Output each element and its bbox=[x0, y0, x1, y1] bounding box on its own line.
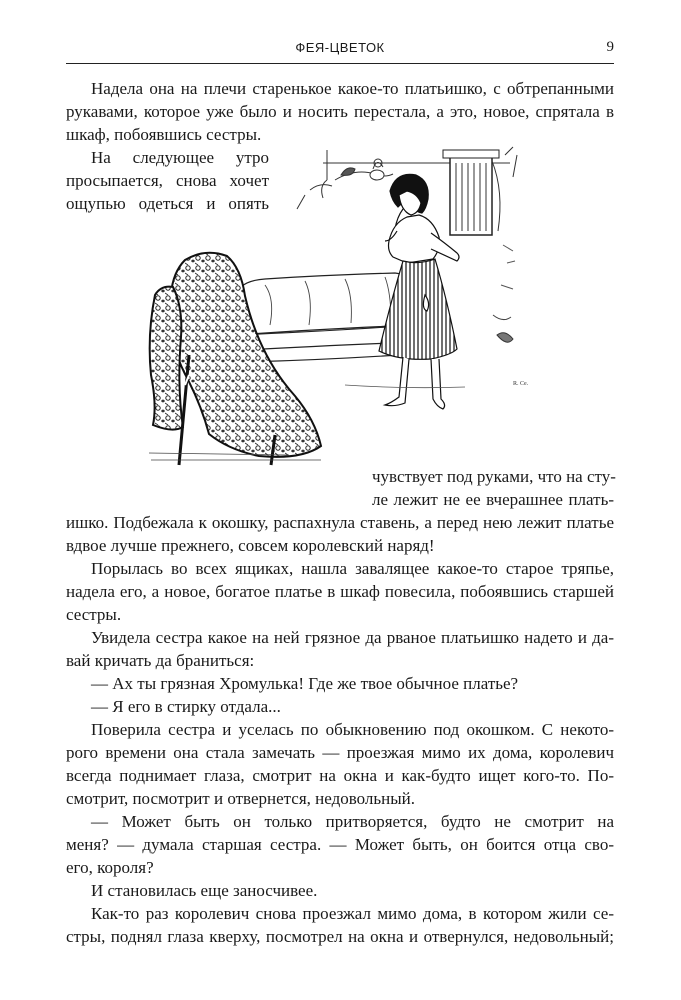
text-line: вдвое лучше прежнего, совсем королевский наряд! bbox=[66, 536, 435, 555]
text-line: Поверила сестра и уселась по обыкновению под окошком. С некото- bbox=[91, 720, 614, 739]
text-line: Увидела сестра какое на ней грязное да рваное платьишко надето и да- bbox=[91, 628, 614, 647]
text-line: Надела она на плечи старенькое какое-то платьишко, с обтрепанными bbox=[91, 79, 614, 98]
text-line: — Я его в стирку отдала... bbox=[91, 697, 281, 716]
running-header bbox=[66, 38, 614, 60]
text-line: шкаф, побоявшись сестры. bbox=[66, 125, 262, 144]
text-line: ишко. Подбежала к окошку, распахнула ставень, а перед нею лежит платье bbox=[66, 513, 614, 532]
text-line: стры, поднял глаза кверху, посмотрел на окна и отвернулся, недовольный; bbox=[66, 927, 614, 946]
illustration bbox=[145, 135, 540, 475]
text-line: просыпается, снова хочет bbox=[66, 171, 269, 190]
artist-signature: R. Ce. bbox=[513, 381, 529, 387]
text-line: надела его, а новое, богатое платье в шкаф повесила, побоявшись старшей bbox=[66, 582, 614, 601]
text-line: сестры. bbox=[66, 605, 122, 624]
text-line: чувствует под руками, что на сту- bbox=[372, 467, 616, 486]
header-rule bbox=[66, 63, 614, 64]
text-line: Порылась во всех ящиках, нашла завалящее какое-то старое тряпье, bbox=[91, 559, 614, 578]
text-line: На следующее утро bbox=[91, 148, 269, 167]
text-line: меня? — думала старшая сестра. — Может быть, он боится отца сво- bbox=[66, 835, 614, 854]
text-line: ощупью одеться и опять bbox=[66, 194, 269, 213]
text-line: его, короля? bbox=[66, 858, 154, 877]
running-title: ФЕЯ-ЦВЕТОК bbox=[295, 40, 385, 55]
text-line: — Ах ты грязная Хромулька! Где же твое обычное платье? bbox=[91, 674, 519, 693]
text-line: смотрит, посмотрит и отвернется, недовольный. bbox=[66, 789, 416, 808]
text-line: всегда поднимает глаза, смотрит на окна и как-будто ищет кого-то. По- bbox=[66, 766, 614, 785]
text-line: рукавами, которое уже было и носить перестала, а это, новое, спрятала в bbox=[66, 102, 614, 121]
page-number: 9 bbox=[606, 39, 614, 55]
text-line: вай кричать да браниться: bbox=[66, 651, 255, 670]
text-line: Как-то раз королевич снова проезжал мимо дома, в котором жили се- bbox=[91, 904, 614, 923]
text-line: ле лежит не ее вчерашнее плать- bbox=[372, 490, 614, 509]
text-line: рого времени она стала замечать — проезжая мимо их дома, королевич bbox=[66, 743, 614, 762]
text-line: — Может быть он только притворяется, будто не смотрит на bbox=[91, 812, 614, 831]
text-line: И становилась еще заносчивее. bbox=[91, 881, 318, 900]
